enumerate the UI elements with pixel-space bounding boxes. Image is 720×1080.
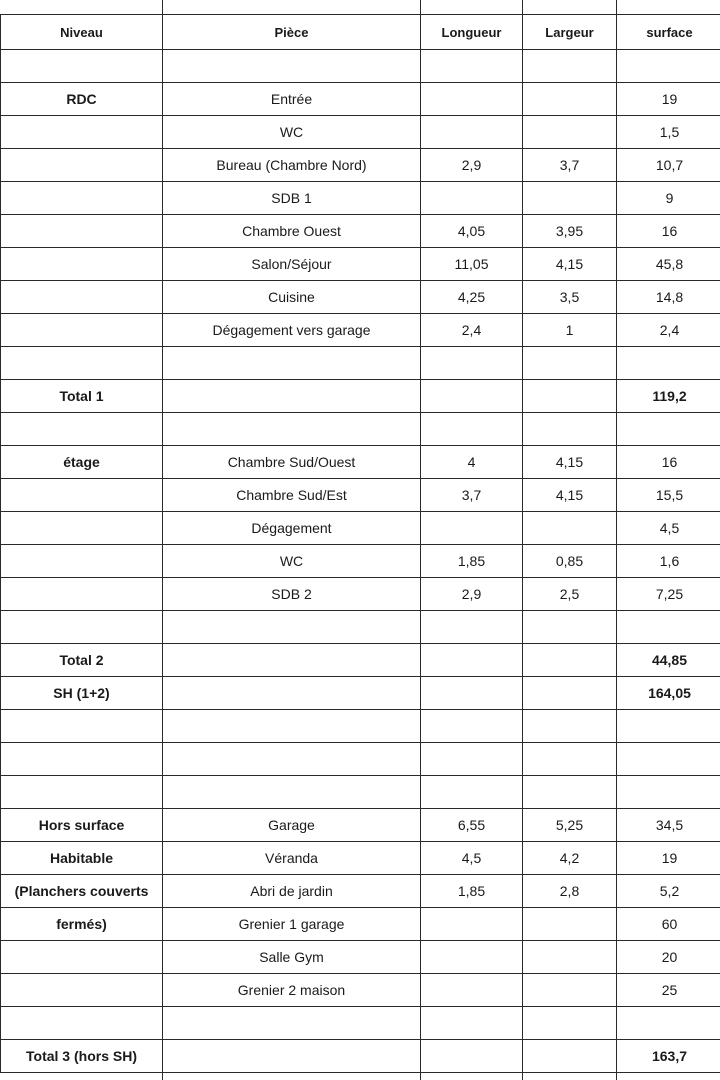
room-cell: Dégagement vers garage (163, 314, 421, 347)
room-cell: Grenier 1 garage (163, 908, 421, 941)
width-cell (523, 908, 617, 941)
level-cell: SH (1+2) (1, 677, 163, 710)
width-cell: 3,5 (523, 281, 617, 314)
surface-cell: 20 (617, 941, 720, 974)
room-cell: SDB 1 (163, 182, 421, 215)
length-cell: 1,85 (421, 545, 523, 578)
length-cell (421, 941, 523, 974)
room-cell: Cuisine (163, 281, 421, 314)
level-cell (1, 215, 163, 248)
surface-cell: 7,25 (617, 578, 720, 611)
length-cell: 11,05 (421, 248, 523, 281)
level-cell: étage (1, 446, 163, 479)
room-cell (163, 743, 421, 776)
level-cell: RDC (1, 83, 163, 116)
level-cell (1, 281, 163, 314)
table-row (1, 545, 720, 578)
total-row (1, 1040, 720, 1073)
table-row (1, 809, 720, 842)
level-cell: fermés) (1, 908, 163, 941)
table-row (1, 83, 720, 116)
room-cell: WC (163, 545, 421, 578)
width-cell: 1 (523, 314, 617, 347)
room-cell: Dégagement (163, 512, 421, 545)
width-cell (523, 710, 617, 743)
width-cell (523, 380, 617, 413)
surface-cell: 119,2 (617, 380, 720, 413)
surface-cell (617, 413, 720, 446)
width-cell: 4,2 (523, 842, 617, 875)
blank-row (1, 611, 720, 644)
length-cell (421, 776, 523, 809)
blank-row (1, 710, 720, 743)
table-row (1, 578, 720, 611)
surface-cell: 16 (617, 215, 720, 248)
width-cell (523, 611, 617, 644)
room-cell: Garage (163, 809, 421, 842)
table-row (1, 941, 720, 974)
width-cell (523, 743, 617, 776)
length-cell (421, 413, 523, 446)
room-cell (163, 710, 421, 743)
level-cell (1, 347, 163, 380)
width-cell (523, 182, 617, 215)
length-cell (421, 974, 523, 1007)
room-cell (163, 50, 421, 83)
surface-cell: 16 (617, 446, 720, 479)
room-cell (163, 347, 421, 380)
length-cell (421, 644, 523, 677)
surface-cell: 164,05 (617, 677, 720, 710)
table-row (1, 875, 720, 908)
room-cell: Bureau (Chambre Nord) (163, 149, 421, 182)
grid-line (420, 1068, 421, 1080)
length-cell: 3,7 (421, 479, 523, 512)
width-cell (523, 974, 617, 1007)
surface-cell: 19 (617, 842, 720, 875)
surface-cell (617, 347, 720, 380)
table-row (1, 479, 720, 512)
surface-cell: 5,2 (617, 875, 720, 908)
length-cell (421, 611, 523, 644)
width-cell (523, 1007, 617, 1040)
length-cell: 6,55 (421, 809, 523, 842)
surface-cell: 163,7 (617, 1040, 720, 1073)
total-row (1, 380, 720, 413)
surface-cell (617, 710, 720, 743)
level-cell (1, 413, 163, 446)
width-cell (523, 677, 617, 710)
length-cell: 4,05 (421, 215, 523, 248)
blank-row (1, 743, 720, 776)
surface-cell: 45,8 (617, 248, 720, 281)
surface-cell: 9 (617, 182, 720, 215)
blank-row (1, 776, 720, 809)
width-cell: 3,95 (523, 215, 617, 248)
room-cell: Salle Gym (163, 941, 421, 974)
surface-cell: 2,4 (617, 314, 720, 347)
width-cell: 4,15 (523, 479, 617, 512)
level-cell (1, 776, 163, 809)
surface-cell: 10,7 (617, 149, 720, 182)
length-cell (421, 347, 523, 380)
grid-line (162, 0, 163, 14)
surface-cell (617, 50, 720, 83)
length-cell (421, 116, 523, 149)
width-cell (523, 512, 617, 545)
surface-cell: 19 (617, 83, 720, 116)
grid-line (616, 1068, 617, 1080)
surface-cell: 14,8 (617, 281, 720, 314)
room-cell: Entrée (163, 83, 421, 116)
length-cell: 2,4 (421, 314, 523, 347)
grid-line (616, 0, 617, 14)
room-cell: SDB 2 (163, 578, 421, 611)
length-cell (421, 743, 523, 776)
level-cell (1, 743, 163, 776)
surface-cell: 44,85 (617, 644, 720, 677)
length-cell (421, 83, 523, 116)
length-cell (421, 380, 523, 413)
width-cell (523, 776, 617, 809)
grid-line (420, 0, 421, 14)
width-cell: 2,8 (523, 875, 617, 908)
room-cell: Chambre Ouest (163, 215, 421, 248)
room-cell (163, 380, 421, 413)
blank-row (1, 347, 720, 380)
surface-cell: 4,5 (617, 512, 720, 545)
room-cell (163, 1040, 421, 1073)
width-cell: 2,5 (523, 578, 617, 611)
table-row (1, 215, 720, 248)
width-cell (523, 413, 617, 446)
width-cell: 4,15 (523, 446, 617, 479)
header-longueur: Longueur (421, 15, 523, 50)
room-cell (163, 644, 421, 677)
level-cell: (Planchers couverts (1, 875, 163, 908)
level-cell: Total 3 (hors SH) (1, 1040, 163, 1073)
width-cell (523, 644, 617, 677)
width-cell (523, 347, 617, 380)
width-cell (523, 116, 617, 149)
level-cell (1, 182, 163, 215)
level-cell: Total 1 (1, 380, 163, 413)
surface-cell: 60 (617, 908, 720, 941)
surface-cell (617, 743, 720, 776)
room-cell (163, 413, 421, 446)
table-row (1, 116, 720, 149)
level-cell: Hors surface (1, 809, 163, 842)
length-cell (421, 908, 523, 941)
length-cell: 2,9 (421, 578, 523, 611)
surface-cell (617, 1007, 720, 1040)
level-cell (1, 248, 163, 281)
level-cell (1, 1007, 163, 1040)
total-row (1, 644, 720, 677)
width-cell (523, 941, 617, 974)
width-cell (523, 50, 617, 83)
surface-cell: 25 (617, 974, 720, 1007)
length-cell (421, 1040, 523, 1073)
width-cell (523, 1040, 617, 1073)
level-cell: Total 2 (1, 644, 163, 677)
room-cell (163, 1007, 421, 1040)
room-cell: Grenier 2 maison (163, 974, 421, 1007)
length-cell: 4 (421, 446, 523, 479)
length-cell (421, 512, 523, 545)
surface-cell: 15,5 (617, 479, 720, 512)
room-cell: WC (163, 116, 421, 149)
width-cell: 5,25 (523, 809, 617, 842)
level-cell (1, 578, 163, 611)
table-row (1, 446, 720, 479)
level-cell (1, 710, 163, 743)
level-cell: Habitable (1, 842, 163, 875)
room-cell: Salon/Séjour (163, 248, 421, 281)
level-cell (1, 479, 163, 512)
table-row (1, 281, 720, 314)
table-row (1, 842, 720, 875)
blank-row (1, 1007, 720, 1040)
length-cell: 4,5 (421, 842, 523, 875)
length-cell: 4,25 (421, 281, 523, 314)
width-cell: 3,7 (523, 149, 617, 182)
room-cell (163, 677, 421, 710)
length-cell: 1,85 (421, 875, 523, 908)
level-cell (1, 974, 163, 1007)
table-row (1, 908, 720, 941)
room-cell: Chambre Sud/Est (163, 479, 421, 512)
header-niveau: Niveau (1, 15, 163, 50)
width-cell: 0,85 (523, 545, 617, 578)
grid-line (522, 1068, 523, 1080)
header-piece: Pièce (163, 15, 421, 50)
room-cell: Véranda (163, 842, 421, 875)
room-cell (163, 776, 421, 809)
length-cell (421, 677, 523, 710)
table-row (1, 248, 720, 281)
level-cell (1, 545, 163, 578)
header-largeur: Largeur (523, 15, 617, 50)
table-row (1, 974, 720, 1007)
level-cell (1, 116, 163, 149)
table-row (1, 182, 720, 215)
level-cell (1, 512, 163, 545)
length-cell (421, 50, 523, 83)
room-cell: Abri de jardin (163, 875, 421, 908)
surface-cell: 1,6 (617, 545, 720, 578)
blank-row (1, 413, 720, 446)
blank-row (1, 50, 720, 83)
surface-cell: 1,5 (617, 116, 720, 149)
level-cell (1, 611, 163, 644)
table-row (1, 149, 720, 182)
length-cell (421, 1007, 523, 1040)
table-row (1, 512, 720, 545)
surface-cell (617, 776, 720, 809)
level-cell (1, 149, 163, 182)
length-cell (421, 710, 523, 743)
surface-cell (617, 611, 720, 644)
header-row (1, 15, 720, 50)
level-cell (1, 50, 163, 83)
grid-line (162, 1068, 163, 1080)
length-cell: 2,9 (421, 149, 523, 182)
header-surface: surface (617, 15, 720, 50)
grid-line (522, 0, 523, 14)
level-cell (1, 941, 163, 974)
total-row (1, 677, 720, 710)
width-cell (523, 83, 617, 116)
length-cell (421, 182, 523, 215)
table-row (1, 314, 720, 347)
surface-table (0, 14, 720, 1073)
width-cell: 4,15 (523, 248, 617, 281)
level-cell (1, 314, 163, 347)
surface-cell: 34,5 (617, 809, 720, 842)
room-cell (163, 611, 421, 644)
room-cell: Chambre Sud/Ouest (163, 446, 421, 479)
